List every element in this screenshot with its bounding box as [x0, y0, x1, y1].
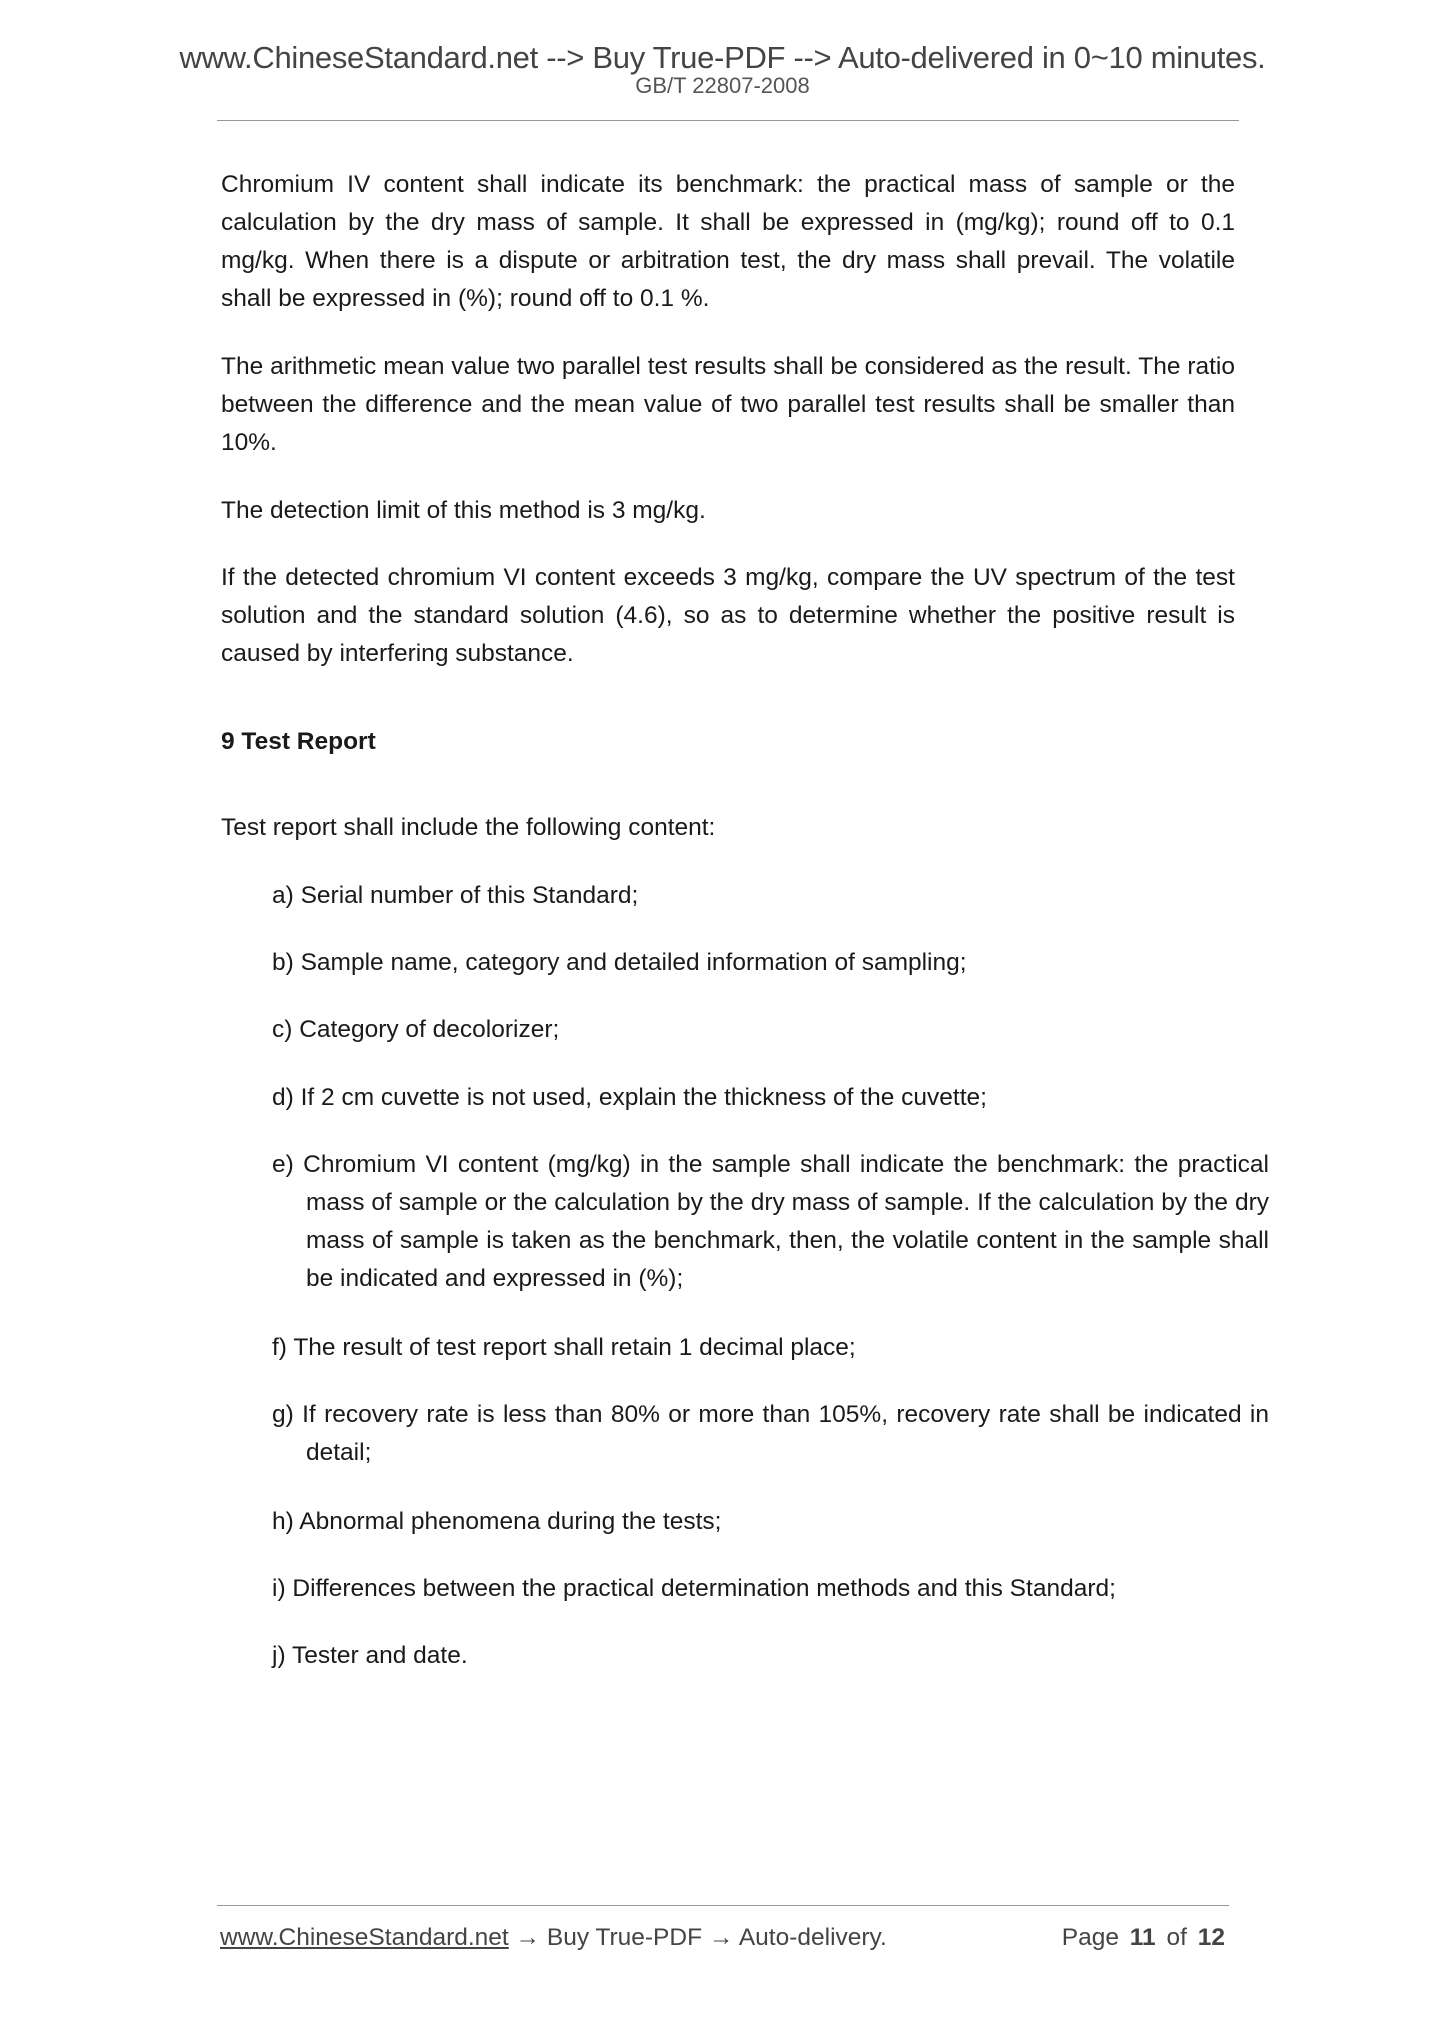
list-item: c) Category of decolorizer;: [272, 1016, 560, 1043]
header-banner: www.ChineseStandard.net --> Buy True-PDF --> Auto-delivered in 0~10 minutes.: [179, 40, 1266, 75]
page-total: 12: [1197, 1924, 1225, 1951]
intro-text: Test report shall include the following content:: [221, 814, 716, 841]
footer-promo: [220, 1924, 887, 1952]
section-heading: 9 Test Report: [221, 728, 376, 755]
footer-tagline: → Buy True-PDF → Auto-delivery.: [508, 1924, 887, 1951]
page-indicator: [1062, 1924, 1225, 1952]
list-item: d) If 2 cm cuvette is not used, explain the thickness of the cuvette;: [272, 1084, 987, 1111]
list-item: f) The result of test report shall retain 1 decimal place;: [272, 1334, 856, 1361]
paragraph: If the detected chromium VI content exceeds 3 mg/kg, compare the UV spectrum of the test solution and the standard solution (4.6), so as to determine whether the positive result is caused by interfering substance.: [221, 564, 1235, 667]
list-item: a) Serial number of this Standard;: [272, 882, 639, 909]
standard-code: GB/T 22807-2008: [635, 73, 810, 98]
page-current: 11: [1129, 1924, 1156, 1951]
page-label: Page: [1061, 1924, 1119, 1951]
list-item: i) Differences between the practical determination methods and this Standard;: [272, 1575, 1116, 1602]
footer-site-link[interactable]: www.ChineseStandard.net: [220, 1924, 509, 1951]
list-item: e) Chromium VI content (mg/kg) in the sample shall indicate the benchmark: the practical mass of sample or the calculation by the dry mass of sample. If the calculation by the dry mass of sample is taken as the benchmark, then, the volatile content in the sample shall be indicated and expressed in (%);: [272, 1151, 1269, 1292]
of-label: of: [1166, 1924, 1187, 1951]
footer-divider: [217, 1905, 1229, 1906]
header-divider: [217, 120, 1239, 121]
paragraph: Chromium IV content shall indicate its benchmark: the practical mass of sample or the calculation by the dry mass of sample. It shall be expressed in (mg/kg); round off to 0.1 mg/kg. When there is a dispute or arbitration test, the dry mass shall prevail. The volatile shall be expressed in (%); round off to 0.1 %.: [221, 171, 1235, 312]
paragraph: The detection limit of this method is 3 mg/kg.: [221, 497, 706, 524]
list-item: b) Sample name, category and detailed information of sampling;: [272, 949, 967, 976]
paragraph: The arithmetic mean value two parallel test results shall be considered as the result. The ratio between the difference and the mean value of two parallel test results shall be smaller than 10%.: [221, 353, 1235, 456]
list-item: h) Abnormal phenomena during the tests;: [272, 1508, 722, 1535]
list-item: j) Tester and date.: [272, 1642, 468, 1669]
list-item: g) If recovery rate is less than 80% or more than 105%, recovery rate shall be indicated in detail;: [272, 1401, 1269, 1466]
